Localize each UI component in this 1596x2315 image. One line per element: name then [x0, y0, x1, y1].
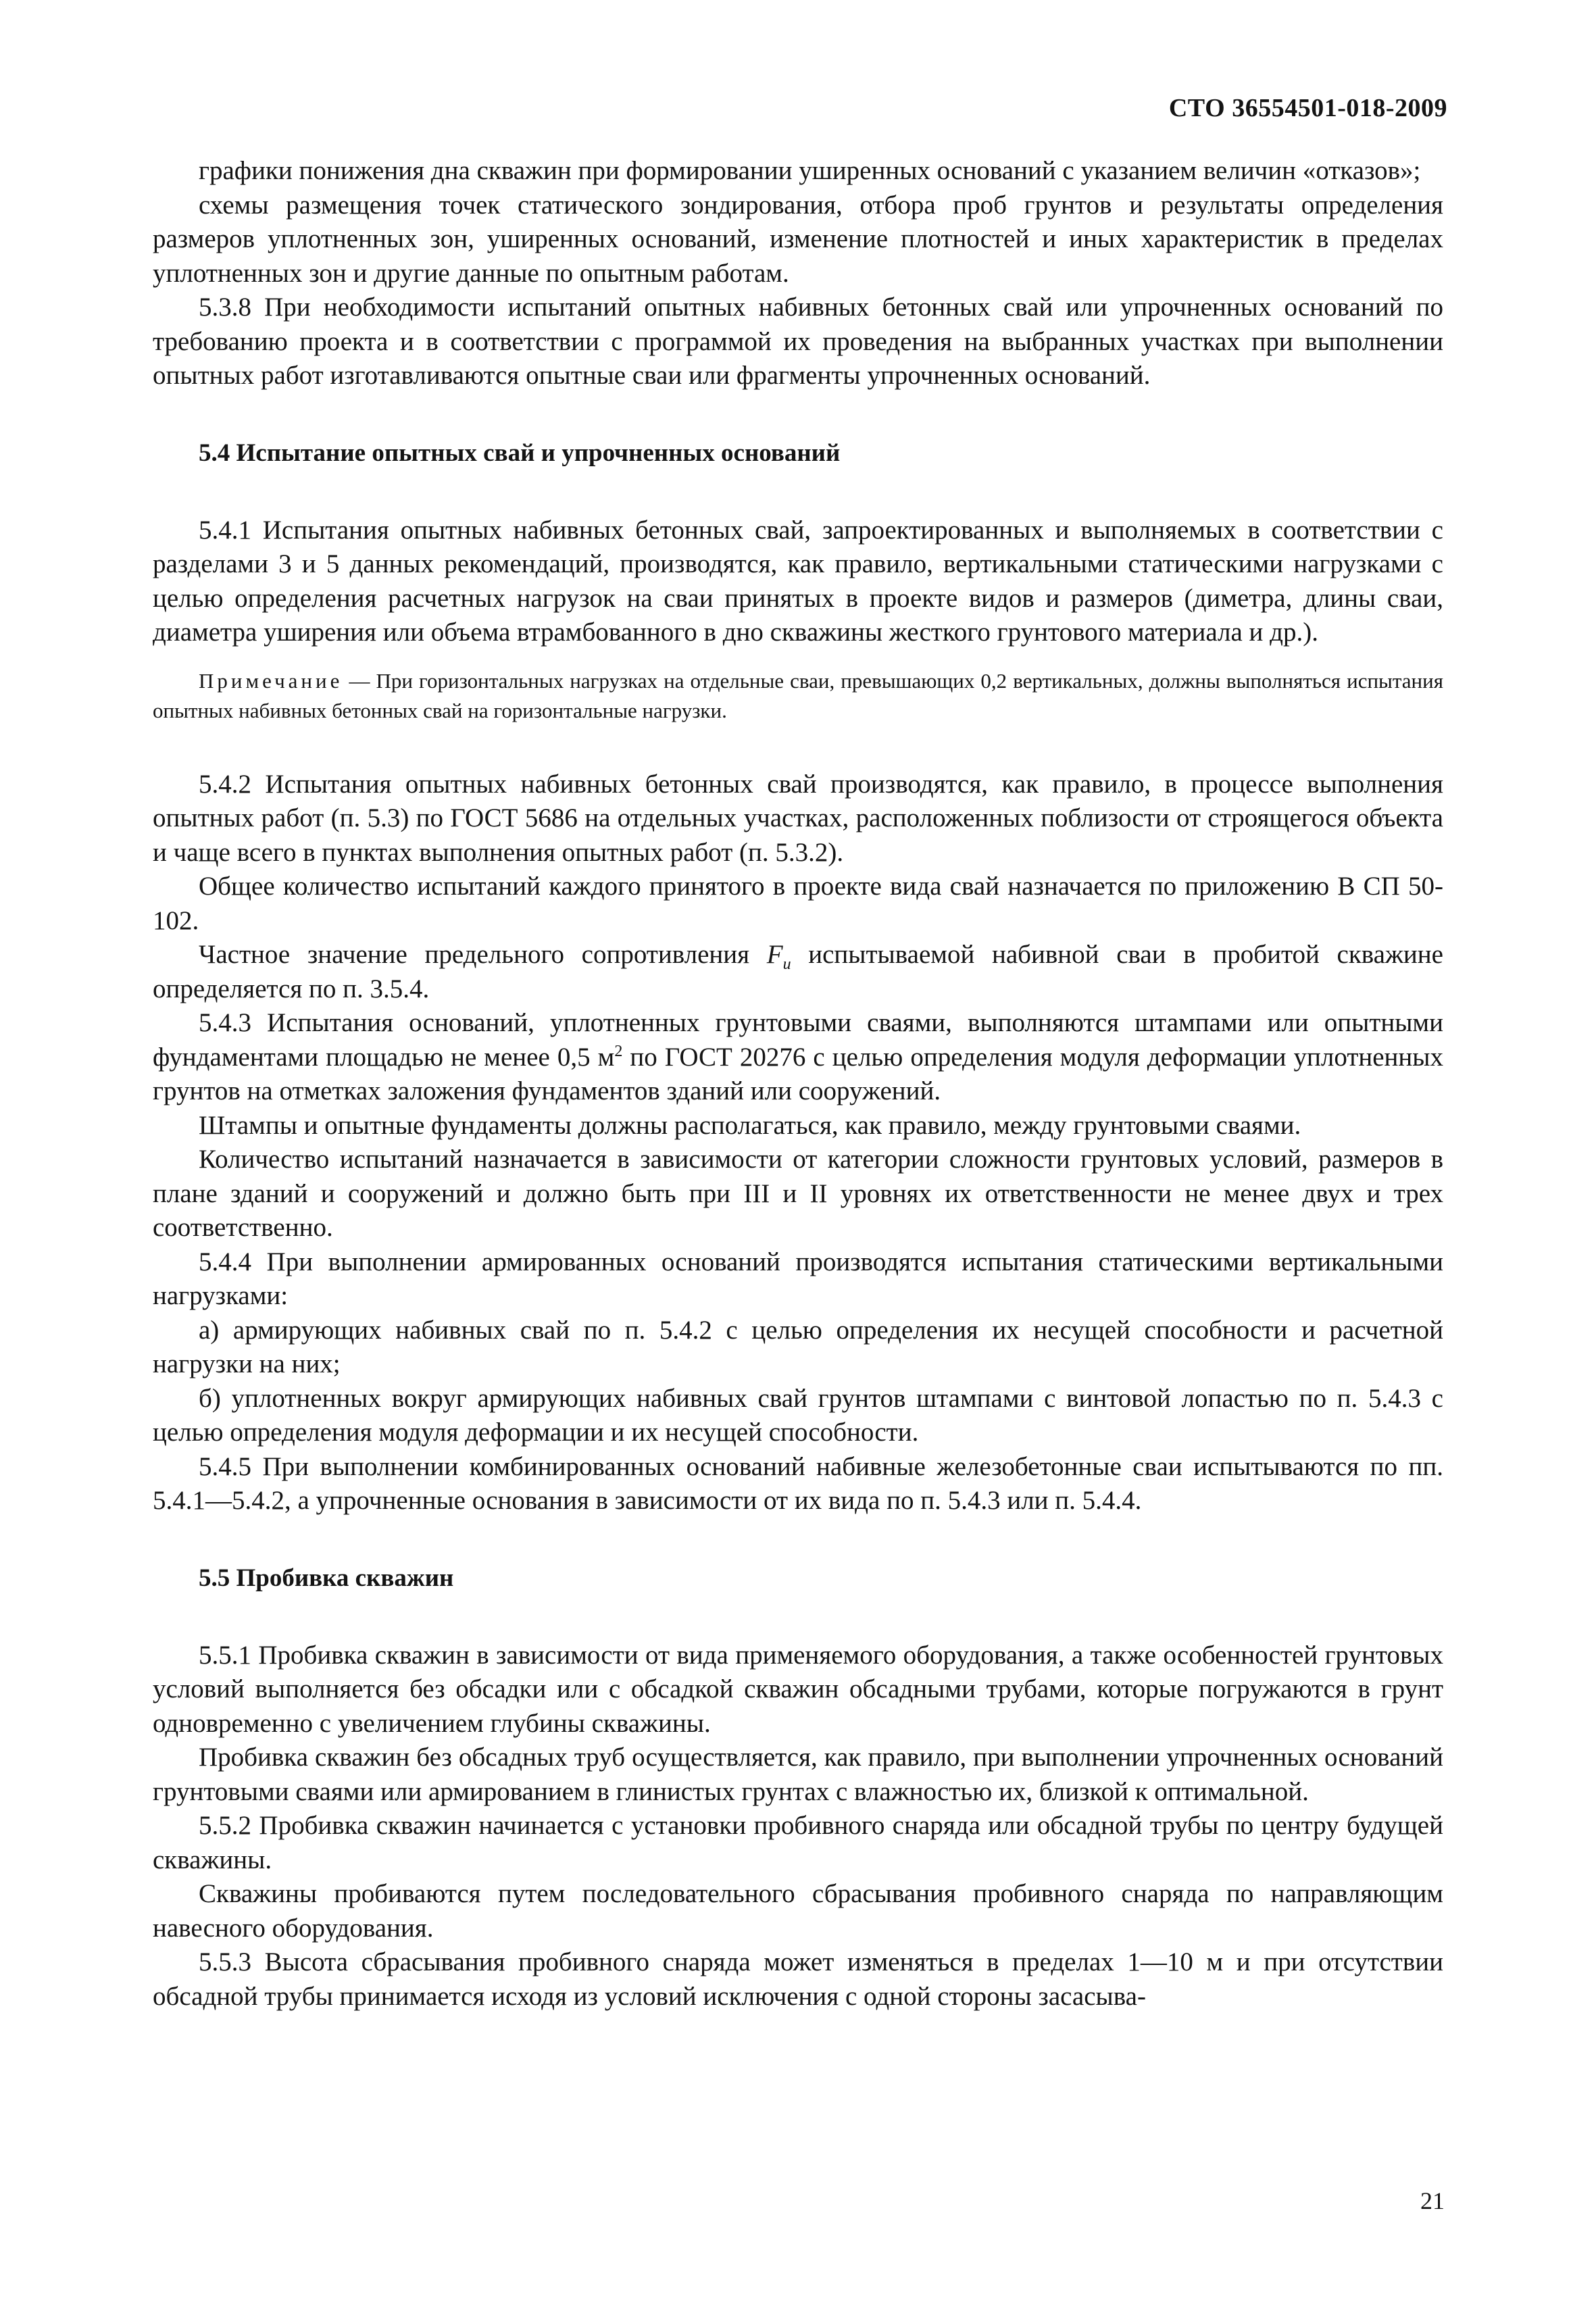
paragraph-5-4-2: 5.4.2 Испытания опытных набивных бетонных свай производятся, как правило, в процессе выполнения опытных работ (п. 5.3) по ГОСТ 5686 на отдельных участках, расположенных поблизости от строящегося объекта и чаще всего в пунктах выполнения опытных работ (п. 5.3.2). [153, 769, 1443, 867]
note-text: — При горизонтальных нагрузках на отдельные сваи, превышающих 0,2 вертикальных, должны выполняться испытания опытных набивных бетонных свай на горизонтальные нагрузки. [153, 668, 1443, 722]
section-heading-5-5: 5.5 Пробивка скважин [199, 1564, 454, 1592]
symbol-f: $F_u$ [766, 940, 791, 973]
paragraph-5-5-1: 5.5.1 Пробивка скважин в зависимости от вида применяемого оборудования, а также особенностей грунтовых условий выполняется без обсадки или с обсадкой скважин обсадными трубами, которые погружаются в грунт одновременно с увеличением глубины скважины. [153, 1640, 1443, 1738]
paragraph: графики понижения дна скважин при формировании уширенных оснований с указанием величин «отказов»; [199, 156, 1421, 185]
paragraph-5-5-2: 5.5.2 Пробивка скважин начинается с установки пробивного снаряда или обсадной трубы по центру будущей скважины. [153, 1811, 1443, 1874]
note [153, 666, 1443, 726]
paragraph: схемы размещения точек статического зондирования, отбора проб грунтов и результаты определения размеров уплотненных зон, уширенных оснований, изменение плотностей и иных характеристик в пределах уплотненных зон и другие данные по опытным работам. [153, 190, 1443, 288]
paragraph-5-4-4: 5.4.4 При выполнении армированных оснований производятся испытания статическими вертикальными нагрузками: [153, 1247, 1443, 1310]
paragraph: Частное значение предельного сопротивления $F_u$ испытываемой набивной сваи в пробитой скважине определяется по п. 3.5.4. [153, 940, 1443, 1003]
paragraph: 5.3.8 При необходимости испытаний опытных набивных бетонных свай или упрочненных оснований по требованию проекта и в соответствии с программой их проведения на выбранных участках при выполнении опытных работ изготавливаются опытные сваи или фрагменты упрочненных оснований. [153, 293, 1443, 390]
section-heading-5-4: 5.4 Испытание опытных свай и упрочненных оснований [199, 439, 841, 467]
paragraph: Общее количество испытаний каждого принятого в проекте вида свай назначается по приложению В СП 50-102. [153, 872, 1443, 935]
paragraph-5-4-1: 5.4.1 Испытания опытных набивных бетонных свай, запроектированных и выполняемых в соответствии с разделами 3 и 5 данных рекомендаций, производятся, как правило, вертикальными статическими нагрузками с целью определения расчетных нагрузок на сваи принятых в проекте видов и размеров (диметра, длины сваи, диаметра уширения или объема втрамбованного в дно скважины жесткого грунтового материала и др.). [153, 515, 1443, 647]
paragraph-5-5-3: 5.5.3 Высота сбрасывания пробивного снаряда может изменяться в пределах 1—10 м и при отсутствии обсадной трубы принимается исходя из условий исключения с одной стороны засасыва- [153, 1947, 1443, 2011]
paragraph-5-4-5: 5.4.5 При выполнении комбинированных оснований набивные железобетонные сваи испытываются по пп. 5.4.1—5.4.2, а упрочненные основания в зависимости от их вида по п. 5.4.3 или п. 5.4.4. [153, 1451, 1443, 1515]
document-code: СТО 36554501-018-2009 [1168, 94, 1447, 122]
list-item-a: а) армирующих набивных свай по п. 5.4.2 с целью определения их несущей способности и расчетной нагрузки на них; [153, 1315, 1443, 1378]
paragraph-5-4-3: 5.4.3 Испытания оснований, уплотненных грунтовыми сваями, выполняются штампами или опытными фундаментами площадью не менее 0,5 $м^2$ по ГОСТ 20276 с целью определения модуля деформации уплотненных грунтов на отметках заложения фундаментов зданий или сооружений. [153, 1008, 1443, 1105]
superscript: 2 [614, 1042, 623, 1060]
document-body [153, 154, 1443, 2014]
list-item-b: б) уплотненных вокруг армирующих набивных свай грунтов штампами с винтовой лопастью по п. 5.4.3 с целью определения модуля деформации и их несущей способности. [153, 1383, 1443, 1447]
page-number: 21 [1420, 2187, 1445, 2214]
note-label: Примечание [199, 668, 343, 693]
paragraph: Количество испытаний назначается в зависимости от категории сложности грунтовых условий, размеров в плане зданий и сооружений и должно быть при III и II уровнях их ответственности не менее двух и трех соответственно. [153, 1145, 1443, 1242]
paragraph: Штампы и опытные фундаменты должны располагаться, как правило, между грунтовыми сваями. [199, 1110, 1301, 1140]
paragraph: Скважины пробиваются путем последовательного сбрасывания пробивного снаряда по направляющим навесного оборудования. [153, 1879, 1443, 1943]
paragraph: Пробивка скважин без обсадных труб осуществляется, как правило, при выполнении упрочненных оснований грунтовыми сваями или армированием в глинистых грунтах с влажностью их, близкой к оптимальной. [153, 1743, 1443, 1806]
